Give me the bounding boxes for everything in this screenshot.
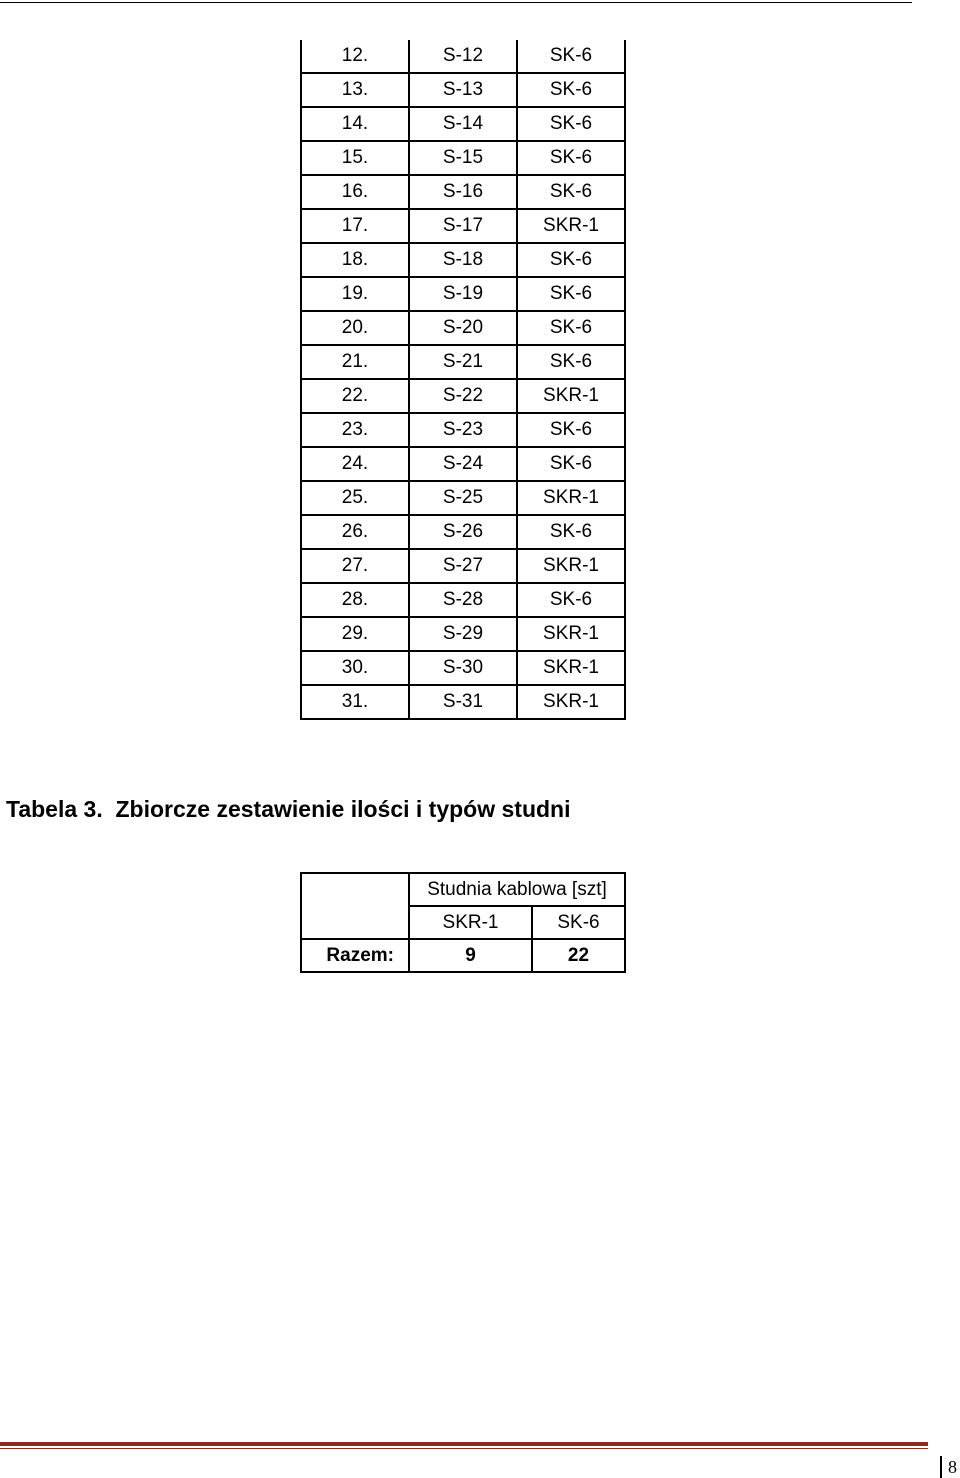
table-row [301, 345, 625, 379]
row-number-cell: 26. [301, 515, 409, 549]
manhole-id-cell: S-14 [409, 107, 517, 141]
manhole-type-cell: SK-6 [517, 447, 625, 481]
summary-group-header: Studnia kablowa [szt] [409, 873, 625, 906]
table-row [301, 549, 625, 583]
table-row [301, 651, 625, 685]
row-number-cell: 18. [301, 243, 409, 277]
manhole-id-cell: S-22 [409, 379, 517, 413]
summary-total-sk6: 22 [532, 939, 625, 972]
manhole-type-cell: SK-6 [517, 583, 625, 617]
manhole-id-cell: S-31 [409, 685, 517, 719]
manhole-type-cell: SK-6 [517, 141, 625, 175]
manhole-type-cell: SKR-1 [517, 617, 625, 651]
table-row [301, 413, 625, 447]
row-number-cell: 23. [301, 413, 409, 447]
manhole-type-cell: SK-6 [517, 40, 625, 73]
manhole-id-cell: S-28 [409, 583, 517, 617]
summary-total-row [301, 939, 625, 972]
row-number-cell: 12. [301, 40, 409, 73]
row-number-cell: 25. [301, 481, 409, 515]
row-number-cell: 31. [301, 685, 409, 719]
summary-table [300, 872, 626, 973]
manhole-type-cell: SK-6 [517, 277, 625, 311]
manhole-type-cell: SK-6 [517, 243, 625, 277]
row-number-cell: 22. [301, 379, 409, 413]
manhole-id-cell: S-15 [409, 141, 517, 175]
top-rule [0, 2, 912, 3]
manhole-id-cell: S-27 [409, 549, 517, 583]
row-number-cell: 15. [301, 141, 409, 175]
manhole-type-cell: SKR-1 [517, 481, 625, 515]
footer-rule-thin [0, 1448, 928, 1449]
manhole-type-cell: SK-6 [517, 73, 625, 107]
manhole-id-cell: S-18 [409, 243, 517, 277]
summary-total-skr1: 9 [409, 939, 532, 972]
summary-col-skr1: SKR-1 [409, 906, 532, 939]
manhole-id-cell: S-17 [409, 209, 517, 243]
manhole-id-cell: S-24 [409, 447, 517, 481]
table-row [301, 447, 625, 481]
manhole-id-cell: S-12 [409, 40, 517, 73]
manhole-list-table [300, 40, 626, 720]
manhole-type-cell: SK-6 [517, 515, 625, 549]
manhole-id-cell: S-20 [409, 311, 517, 345]
manhole-id-cell: S-13 [409, 73, 517, 107]
row-number-cell: 14. [301, 107, 409, 141]
table-row [301, 617, 625, 651]
manhole-type-cell: SK-6 [517, 345, 625, 379]
manhole-id-cell: S-30 [409, 651, 517, 685]
table-row [301, 141, 625, 175]
manhole-id-cell: S-23 [409, 413, 517, 447]
summary-row-label: Razem: [301, 939, 409, 972]
table-row [301, 685, 625, 719]
table-row [301, 209, 625, 243]
page-number: 8 [948, 1457, 957, 1477]
manhole-type-cell: SKR-1 [517, 685, 625, 719]
table-row [301, 175, 625, 209]
manhole-type-cell: SKR-1 [517, 549, 625, 583]
manhole-type-cell: SKR-1 [517, 379, 625, 413]
manhole-id-cell: S-16 [409, 175, 517, 209]
row-number-cell: 27. [301, 549, 409, 583]
row-number-cell: 24. [301, 447, 409, 481]
table-row [301, 40, 625, 73]
table-row [301, 515, 625, 549]
footer-rule-thick [0, 1442, 928, 1446]
table-row [301, 311, 625, 345]
manhole-id-cell: S-25 [409, 481, 517, 515]
manhole-type-cell: SKR-1 [517, 209, 625, 243]
row-number-cell: 28. [301, 583, 409, 617]
summary-header-row [301, 873, 625, 906]
manhole-type-cell: SKR-1 [517, 651, 625, 685]
manhole-type-cell: SK-6 [517, 311, 625, 345]
table-row [301, 73, 625, 107]
table-row [301, 243, 625, 277]
row-number-cell: 17. [301, 209, 409, 243]
manhole-type-cell: SK-6 [517, 175, 625, 209]
manhole-id-cell: S-29 [409, 617, 517, 651]
summary-col-sk6: SK-6 [532, 906, 625, 939]
row-number-cell: 30. [301, 651, 409, 685]
table-caption: Tabela 3. Zbiorcze zestawienie ilości i typów studni [6, 796, 571, 822]
table-row [301, 277, 625, 311]
table-row [301, 379, 625, 413]
row-number-cell: 20. [301, 311, 409, 345]
row-number-cell: 13. [301, 73, 409, 107]
row-number-cell: 21. [301, 345, 409, 379]
table-row [301, 481, 625, 515]
manhole-type-cell: SK-6 [517, 107, 625, 141]
manhole-list-body [301, 40, 625, 719]
page-number-bar [940, 1456, 942, 1478]
table-row [301, 583, 625, 617]
row-number-cell: 29. [301, 617, 409, 651]
row-number-cell: 19. [301, 277, 409, 311]
manhole-id-cell: S-26 [409, 515, 517, 549]
manhole-type-cell: SK-6 [517, 413, 625, 447]
table-row [301, 107, 625, 141]
row-number-cell: 16. [301, 175, 409, 209]
manhole-id-cell: S-21 [409, 345, 517, 379]
summary-corner-cell [301, 873, 409, 939]
manhole-id-cell: S-19 [409, 277, 517, 311]
